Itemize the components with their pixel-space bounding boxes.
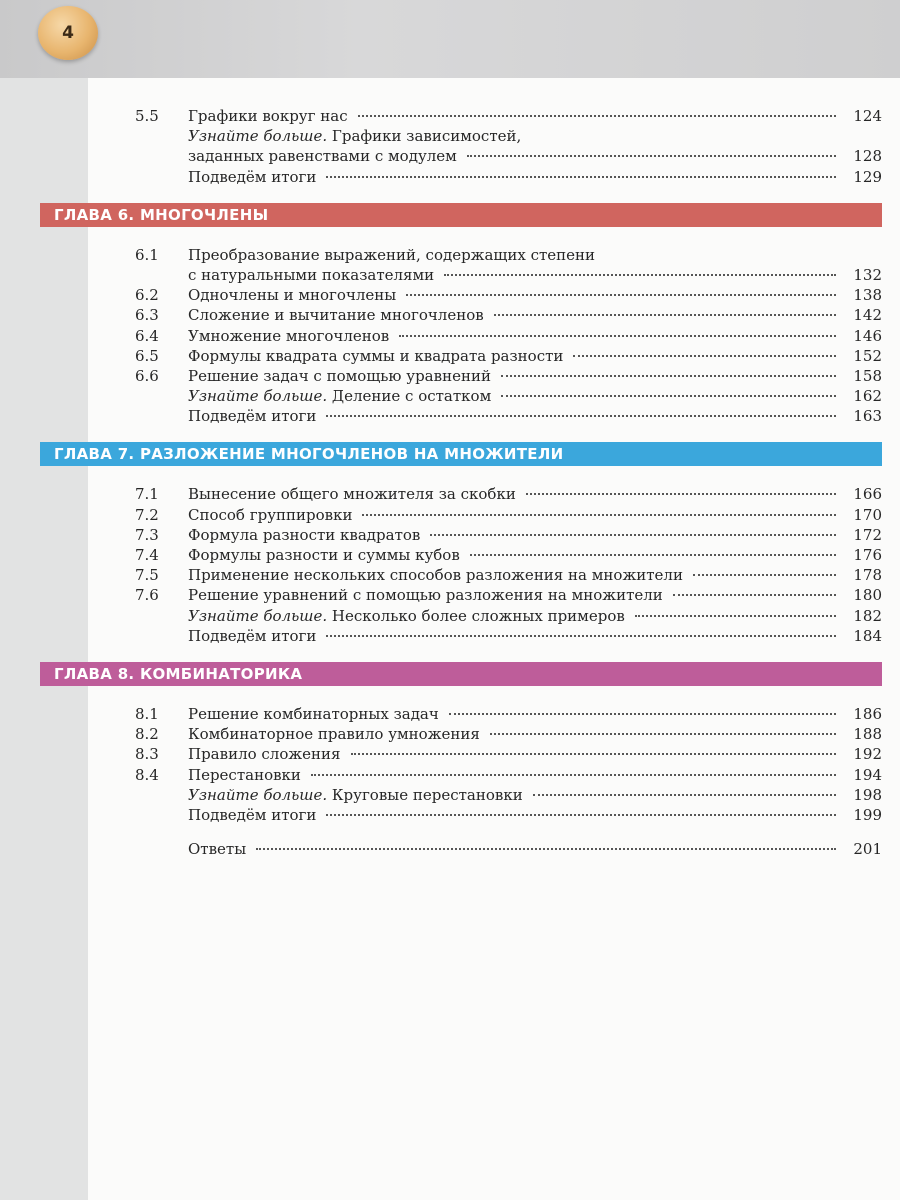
entry-title: Формулы разности и суммы кубов: [188, 546, 460, 564]
section-number-text: 7.2: [135, 505, 159, 524]
toc-entry-line[interactable]: [40, 484, 882, 504]
entry-page-number: 128: [853, 147, 882, 166]
section-number: [40, 245, 159, 265]
entry-page-number: 178: [853, 566, 882, 585]
dot-leader: [467, 155, 836, 157]
dot-leader: [693, 574, 836, 576]
toc-entry-line[interactable]: [40, 525, 882, 545]
entry-title: Подведём итоги: [188, 407, 317, 426]
toc-entry-line[interactable]: [40, 126, 882, 146]
toc-entry-line[interactable]: [40, 106, 882, 126]
entry-title: с натуральными показателями: [188, 265, 435, 284]
dot-leader: [362, 514, 836, 516]
section-number: [40, 484, 159, 504]
dot-leader: [326, 176, 836, 178]
entry-title: Подведём итоги: [188, 805, 317, 824]
dot-leader: [256, 848, 836, 850]
dot-leader: [399, 335, 836, 337]
dot-leader: [406, 294, 836, 296]
toc-entry-line[interactable]: [40, 505, 882, 525]
entry-title: Решение уравнений с помощью разложения на множители: [188, 586, 663, 605]
entry-title: Способ группировки: [188, 505, 353, 524]
page-number-badge: 4: [38, 6, 98, 60]
entry-title: Умножение многочленов: [188, 326, 390, 345]
section-number-text: 7.5: [135, 566, 159, 585]
section-number: [40, 839, 148, 859]
entry-title: Правило сложения: [188, 745, 341, 764]
dot-leader: [449, 713, 836, 715]
section-number: [40, 565, 159, 585]
section-number: [40, 704, 159, 724]
dot-leader: [444, 274, 836, 276]
toc-entry-line[interactable]: [40, 305, 882, 325]
section-number: [40, 505, 159, 525]
table-of-contents: [40, 106, 882, 859]
section-number-text: 6.3: [135, 306, 159, 325]
section-number-text: 7.4: [135, 546, 159, 564]
toc-entry-line[interactable]: [40, 704, 882, 724]
section-number: [40, 406, 148, 426]
entry-page-number: 158: [853, 366, 882, 385]
section-number: [40, 606, 148, 626]
dot-leader: [311, 774, 836, 776]
entry-title: Вынесение общего множителя за скобки: [188, 485, 516, 504]
section-number: [40, 265, 148, 285]
section-number-text: 7.1: [135, 485, 159, 504]
toc-entry-line[interactable]: [40, 285, 882, 305]
section-number: [40, 805, 148, 825]
entry-page-number: 152: [853, 346, 882, 365]
entry-page-number: 162: [853, 387, 882, 406]
toc-entry-line[interactable]: [40, 245, 882, 265]
section-number: [40, 346, 159, 366]
entry-page-number: 184: [853, 626, 882, 645]
dot-leader: [470, 554, 836, 556]
entry-page-number: 182: [853, 606, 882, 625]
section-number: [40, 626, 148, 646]
toc-entry-line[interactable]: [40, 565, 882, 585]
entry-title-italic: Узнайте больше.: [188, 785, 328, 804]
section-number: [40, 765, 159, 785]
section-number-text: 8.3: [135, 745, 159, 764]
entry-page-number: 163: [853, 407, 882, 426]
toc-entry-line[interactable]: [40, 585, 882, 605]
section-number: [40, 785, 148, 805]
section-number: [40, 106, 159, 126]
entry-page-number: 192: [853, 745, 882, 764]
section-number: [40, 724, 159, 744]
toc-entry-line[interactable]: [40, 839, 882, 859]
dot-leader: [326, 814, 836, 816]
dot-leader: [490, 733, 836, 735]
chapter-heading: ГЛАВА 8. КОМБИНАТОРИКА: [40, 662, 882, 686]
entry-title: Применение нескольких способов разложения на множители: [188, 566, 683, 585]
dot-leader: [673, 594, 836, 596]
entry-title: Узнайте больше. Графики зависимостей,: [188, 127, 522, 146]
section-number: [40, 366, 159, 386]
dot-leader: [526, 493, 836, 495]
toc-entry-line[interactable]: [40, 346, 882, 366]
toc-entry-line[interactable]: [40, 167, 882, 187]
dot-leader: [635, 615, 836, 617]
section-number-text: 8.1: [135, 704, 159, 723]
section-number: [40, 585, 159, 605]
entry-title: Решение задач с помощью уравнений: [188, 366, 491, 385]
entry-title: Узнайте больше. Круговые перестановки: [188, 785, 523, 804]
chapter-heading: ГЛАВА 6. МНОГОЧЛЕНЫ: [40, 203, 882, 227]
section-number: [40, 326, 159, 346]
entry-title: Ответы: [188, 840, 247, 859]
entry-page-number: 146: [853, 326, 882, 345]
section-number: [40, 744, 159, 764]
entry-page-number: 201: [853, 840, 882, 859]
toc-entry-line[interactable]: [40, 606, 882, 626]
section-number: [40, 386, 148, 406]
entry-page-number: 198: [853, 785, 882, 804]
section-number: [40, 305, 159, 325]
entry-page-number: 129: [853, 167, 882, 186]
entry-title-italic: Узнайте больше.: [188, 606, 328, 625]
entry-page-number: 176: [853, 546, 882, 564]
dot-leader: [326, 415, 836, 417]
entry-page-number: 199: [853, 805, 882, 824]
toc-entry-line[interactable]: [40, 326, 882, 346]
section-number-text: 7.6: [135, 586, 159, 605]
entry-page-number: 138: [853, 286, 882, 305]
section-number-text: 6.6: [135, 366, 159, 385]
entry-title: Подведём итоги: [188, 626, 317, 645]
toc-entry-line[interactable]: [40, 366, 882, 386]
section-number: [40, 285, 159, 305]
entry-page-number: 194: [853, 765, 882, 784]
dot-leader: [430, 534, 836, 536]
dot-leader: [326, 635, 836, 637]
section-number: [40, 545, 159, 565]
entry-title-italic: Узнайте больше.: [188, 127, 328, 146]
section-gap: [40, 825, 882, 839]
entry-page-number: 170: [853, 505, 882, 524]
dot-leader: [501, 375, 836, 377]
section-number-text: 7.3: [135, 525, 159, 544]
entry-title: заданных равенствами с модулем: [188, 147, 457, 166]
toc-entry-line[interactable]: [40, 724, 882, 744]
chapter-heading: ГЛАВА 7. РАЗЛОЖЕНИЕ МНОГОЧЛЕНОВ НА МНОЖИТЕЛИ: [40, 442, 882, 466]
section-number-text: 5.5: [135, 107, 159, 125]
section-number-text: 6.1: [135, 245, 159, 264]
section-number: [40, 525, 159, 545]
entry-title: Перестановки: [188, 765, 301, 784]
entry-title: Узнайте больше. Несколько более сложных примеров: [188, 606, 625, 625]
entry-title: Одночлены и многочлены: [188, 286, 397, 305]
entry-title: Решение комбинаторных задач: [188, 704, 439, 723]
section-number-text: 6.2: [135, 286, 159, 305]
entry-page-number: 166: [853, 485, 882, 504]
entry-title: Графики вокруг нас: [188, 107, 348, 125]
dot-leader: [358, 115, 836, 117]
entry-page-number: 142: [853, 306, 882, 325]
toc-entry-line[interactable]: [40, 545, 882, 565]
toc-entry-line[interactable]: [40, 744, 882, 764]
entry-title: Комбинаторное правило умножения: [188, 725, 480, 744]
toc-entry-line[interactable]: [40, 785, 882, 805]
dot-leader: [494, 314, 836, 316]
section-number: [40, 146, 148, 166]
toc-entry-line[interactable]: [40, 765, 882, 785]
dot-leader: [573, 355, 836, 357]
entry-page-number: 124: [853, 107, 882, 125]
entry-title: Преобразование выражений, содержащих степени: [188, 245, 596, 264]
section-number-text: 8.2: [135, 725, 159, 744]
entry-page-number: 180: [853, 586, 882, 605]
toc-entry-line[interactable]: [40, 146, 882, 166]
section-number-text: 6.5: [135, 346, 159, 365]
section-number: [40, 167, 148, 187]
entry-title: Сложение и вычитание многочленов: [188, 306, 484, 325]
toc-entry-line[interactable]: [40, 406, 882, 426]
section-number-text: 8.4: [135, 765, 159, 784]
toc-entry-line[interactable]: [40, 265, 882, 285]
toc-entry-line[interactable]: [40, 805, 882, 825]
entry-title: Формулы квадрата суммы и квадрата разности: [188, 346, 564, 365]
entry-page-number: 186: [853, 704, 882, 723]
section-number-text: 6.4: [135, 326, 159, 345]
entry-page-number: 132: [853, 265, 882, 284]
entry-title: Подведём итоги: [188, 167, 317, 186]
dot-leader: [501, 395, 836, 397]
toc-entry-line[interactable]: [40, 386, 882, 406]
entry-title: Узнайте больше. Деление с остатком: [188, 387, 492, 406]
entry-title-italic: Узнайте больше.: [188, 387, 328, 406]
entry-page-number: 188: [853, 725, 882, 744]
entry-title: Формула разности квадратов: [188, 525, 421, 544]
toc-entry-line[interactable]: [40, 626, 882, 646]
dot-leader: [533, 794, 836, 796]
entry-page-number: 172: [853, 525, 882, 544]
dot-leader: [351, 753, 837, 755]
top-band: [0, 0, 900, 78]
section-number: [40, 126, 148, 146]
